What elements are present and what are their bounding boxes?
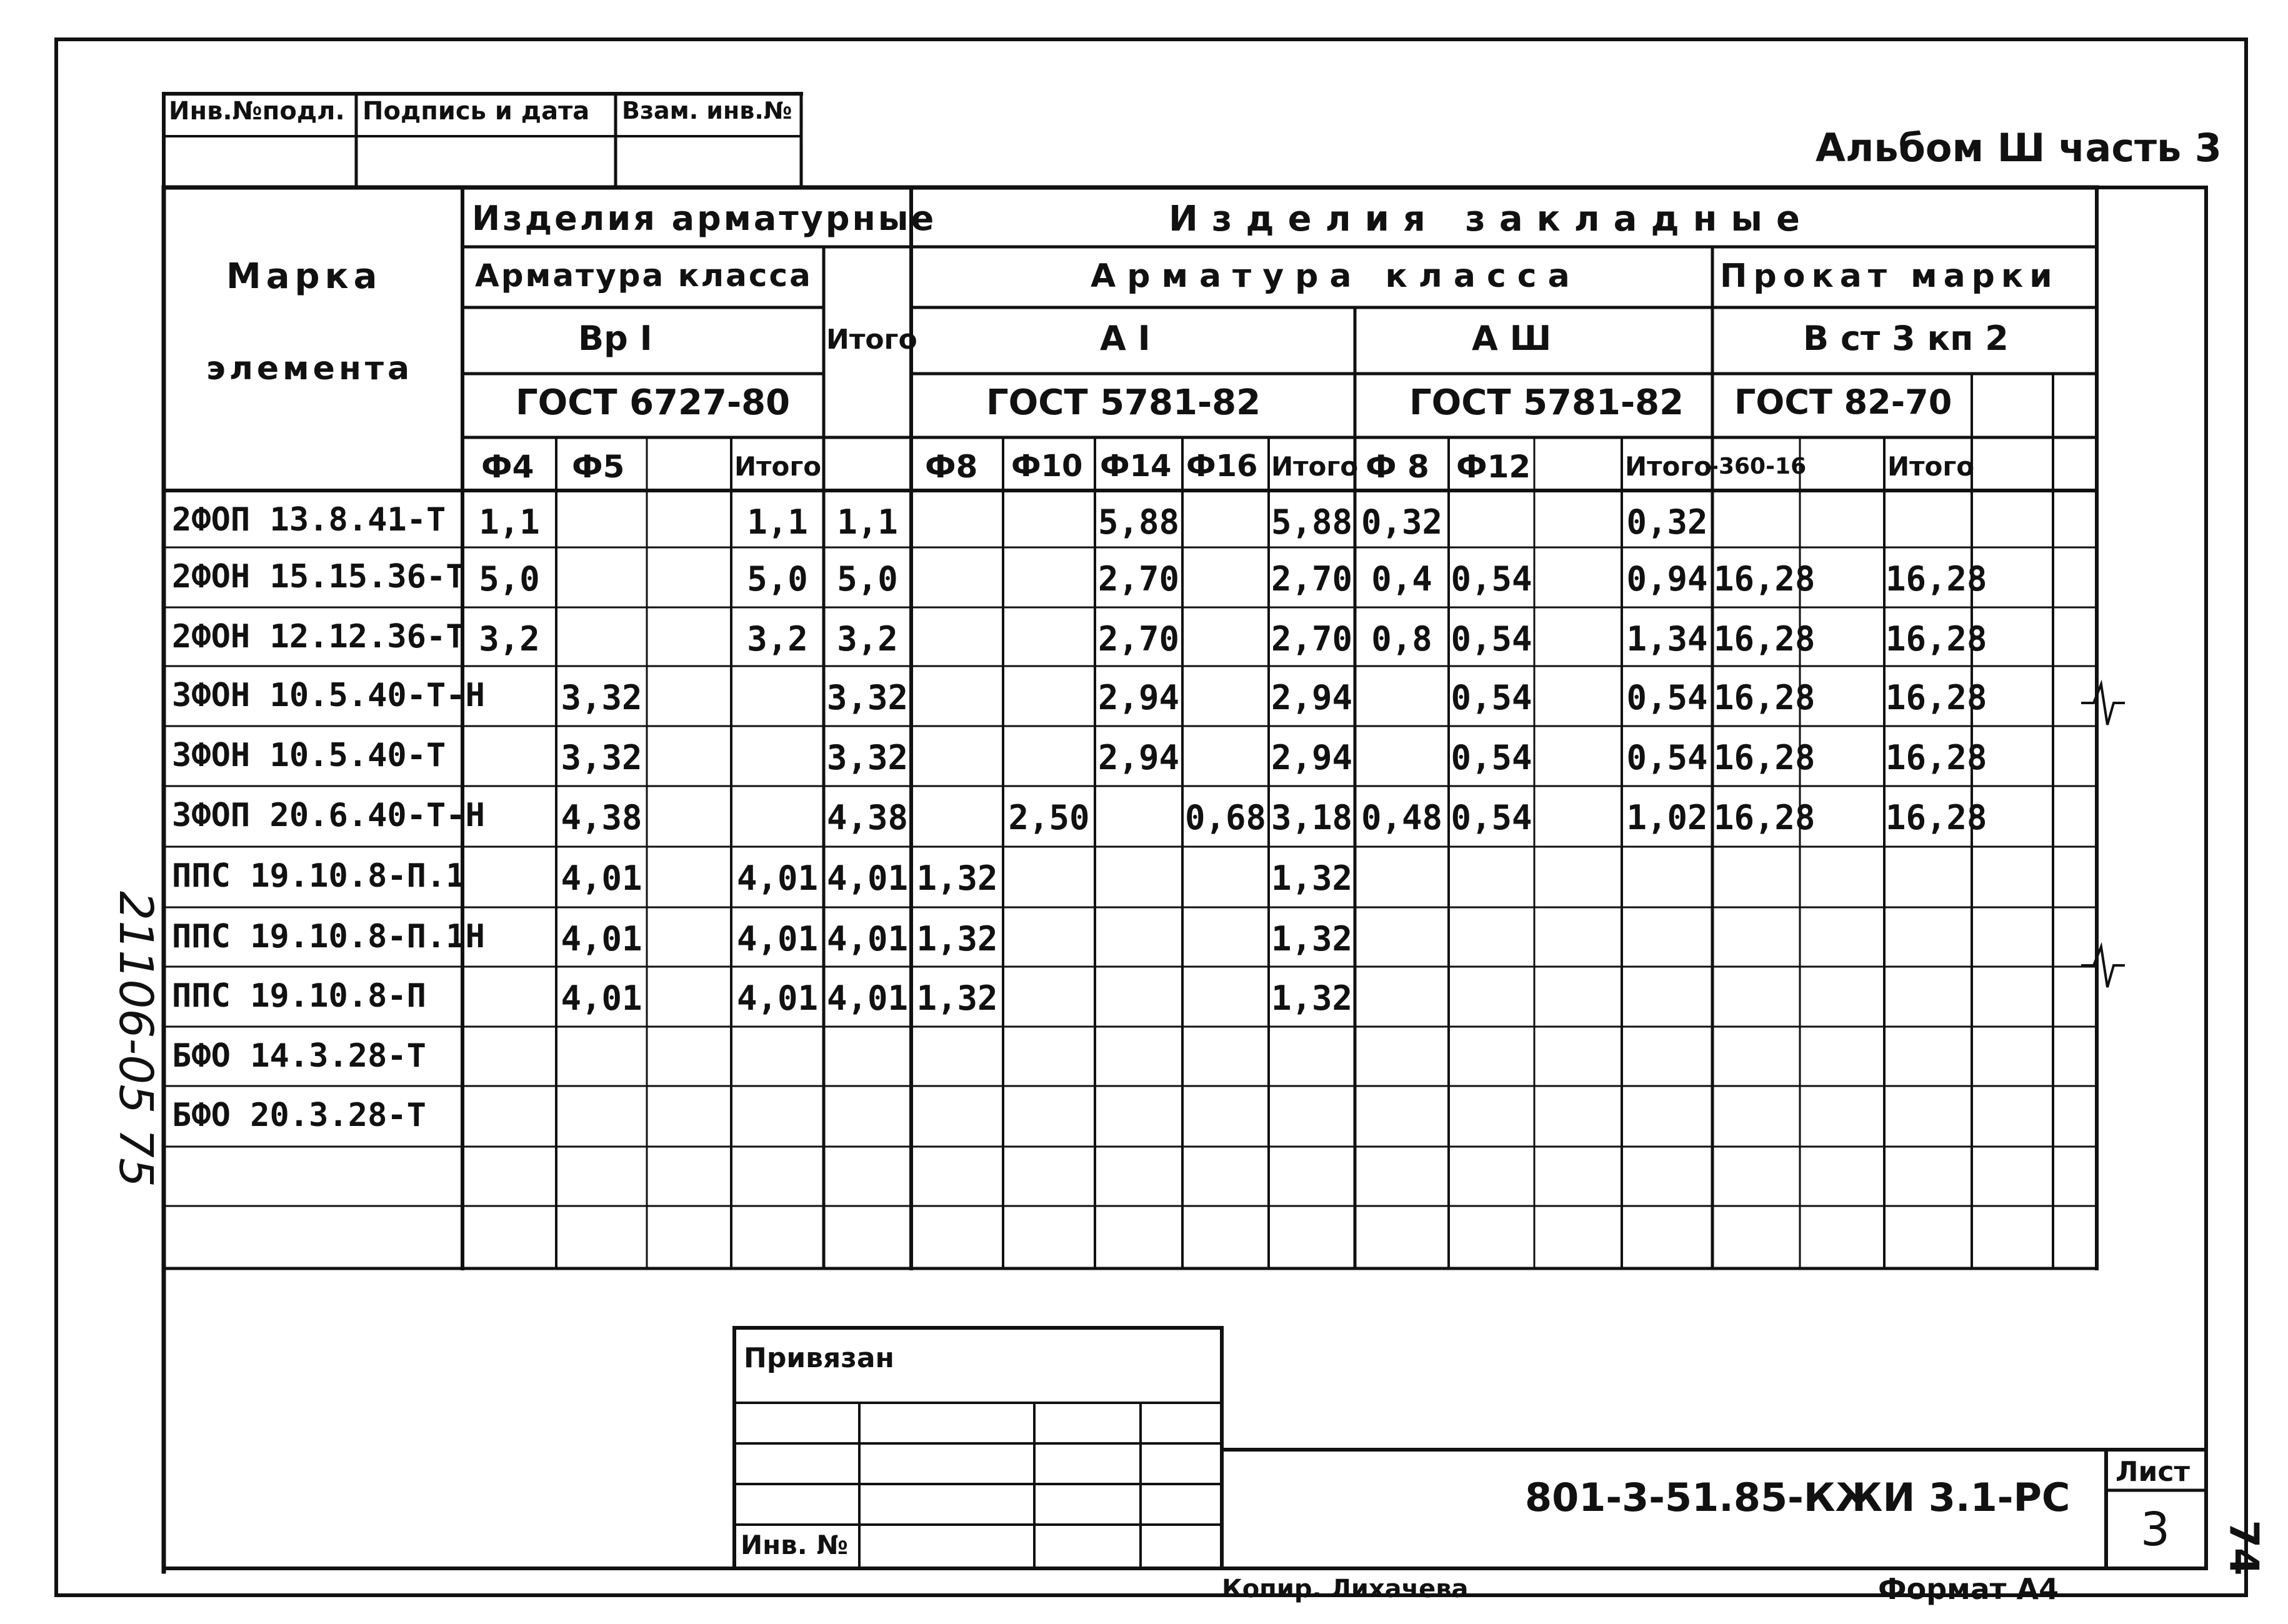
title-inv-no: Инв. № [741,1530,848,1560]
row-mark: 2ФОП 13.8.41-Т [172,501,446,539]
cell-bp-itogo: 3,2 [747,619,808,659]
header-mark-line2: элемента [206,350,414,387]
cell-a1-14: 2,94 [1097,678,1180,717]
sub-a1-d10: Ф10 [1011,449,1083,484]
cell-a1-14: 2,70 [1097,559,1180,599]
row-mark: БФО 14.3.28-Т [172,1037,426,1075]
cell-a1-itogo: 1,32 [1271,979,1353,1018]
cell-a1-8: 1,32 [916,919,998,959]
cell-bp-itogo: 4,01 [736,979,819,1018]
header-armature-class-embedded: Арматура класса [1091,257,1581,295]
cell-total: 3,32 [826,738,909,777]
sheet-label: Лист [2116,1456,2190,1488]
header-gost-6727: ГОСТ 6727-80 [516,382,791,423]
cell-pr: 16,28 [1714,738,1816,777]
row-mark: 2ФОН 12.12.36-Т [172,618,466,655]
cell-a3-8: 0,32 [1361,502,1443,542]
cell-total: 5,0 [837,559,898,599]
sub-a3-d12: Ф12 [1456,449,1531,485]
cell-pr: 16,28 [1714,798,1816,837]
sub-a3-itogo: Итого [1625,451,1712,482]
cell-a1-14: 2,70 [1097,619,1180,659]
sub-a3-d8: Ф 8 [1366,449,1429,485]
cell-total: 4,01 [826,859,909,898]
format-label: Формат А4 [1878,1572,2059,1606]
cell-a3-itogo: 0,94 [1626,559,1708,599]
sub-bp-itogo: Итого [734,451,822,482]
cell-a1-itogo: 1,32 [1271,919,1353,959]
header-gost-82: ГОСТ 82-70 [1734,382,1952,422]
cell-total: 3,2 [837,619,898,659]
cell-a1-itogo: 3,18 [1271,798,1353,837]
cell-total: 3,32 [826,678,909,717]
cell-total: 4,38 [826,798,909,837]
cell-a3-itogo: 0,54 [1626,678,1708,717]
cell-a3-8: 0,4 [1371,559,1432,599]
sub-a1-d16: Ф16 [1186,449,1258,484]
sub-a1-itogo: Итого [1271,451,1359,482]
header-mark-line1: Марка [226,256,382,297]
cell-pr-itogo: 16,28 [1886,559,1987,599]
sub-pr-itogo: Итого [1887,451,1975,482]
cell-a3-12: 0,54 [1451,559,1532,599]
row-mark: 3ФОН 10.5.40-Т [172,737,446,774]
sub-bp-d5: Ф5 [572,449,625,485]
cell-pr: 16,28 [1714,678,1816,717]
header-armature-class: Арматура класса [475,257,812,294]
row-mark: 2ФОН 15.15.36-Т [172,558,466,595]
cell-d5: 3,32 [561,678,642,717]
corner-number: 74 [2220,1520,2267,1576]
cell-pr: 16,28 [1714,559,1816,599]
cell-pr-itogo: 16,28 [1886,738,1987,777]
sub-bp-d4: Ф4 [481,449,534,485]
copied-by: Копир. Лихачева [1222,1575,1469,1603]
header-class-a1: А I [1100,319,1151,358]
header-armature-products: Изделия арматурные [472,199,937,238]
header-steel-brand: В ст 3 кп 2 [1803,319,2009,358]
cell-pr: 16,28 [1714,619,1816,659]
cell-d5: 4,01 [561,979,642,1018]
cell-total: 4,01 [826,919,909,959]
row-mark: 3ФОП 20.6.40-Т-Н [172,797,485,834]
sub-a1-d14: Ф14 [1100,449,1172,484]
header-class-bp1: Вр I [578,319,652,358]
cell-a1-14: 2,94 [1097,738,1180,777]
stamp-inv-podl: Инв.№подл. [169,97,345,126]
cell-a1-14: 5,88 [1097,502,1180,542]
title-privyazan: Привязан [744,1342,894,1374]
row-mark: 3ФОН 10.5.40-Т-Н [172,677,485,714]
cell-a3-itogo: 0,32 [1626,502,1708,542]
cell-a3-itogo: 1,34 [1626,619,1708,659]
cell-a3-12: 0,54 [1451,738,1532,777]
cell-a1-itogo: 2,70 [1271,619,1353,659]
header-gost-5781-b: ГОСТ 5781-82 [1409,382,1684,423]
cell-a3-itogo: 0,54 [1626,738,1708,777]
stamp-vzam-inv: Взам. инв.№ [622,97,792,124]
document-code: 801-3-51.85-КЖИ 3.1-РС [1525,1475,2071,1520]
row-mark: ППС 19.10.8-П.1 [172,857,466,895]
cell-d4: 1,1 [479,502,540,542]
cell-pr-itogo: 16,28 [1886,678,1987,717]
sub-a1-d8: Ф8 [925,449,978,485]
cell-pr-itogo: 16,28 [1886,619,1987,659]
cell-d5: 3,32 [561,738,642,777]
header-gost-5781-a: ГОСТ 5781-82 [986,382,1261,423]
cell-a3-12: 0,54 [1451,798,1532,837]
cell-a3-12: 0,54 [1451,678,1532,717]
cell-d4: 3,2 [479,619,540,659]
cell-a1-itogo: 2,94 [1271,738,1353,777]
cell-a1-itogo: 2,94 [1271,678,1353,717]
cell-a1-8: 1,32 [916,859,998,898]
album-label: Альбом Ш часть 3 [1816,125,2222,171]
cell-pr-itogo: 16,28 [1886,798,1987,837]
cell-d5: 4,38 [561,798,642,837]
cell-a3-itogo: 1,02 [1626,798,1708,837]
cell-a1-10: 2,50 [1008,798,1090,837]
cell-total: 1,1 [837,502,898,542]
cell-a3-12: 0,54 [1451,619,1532,659]
row-mark: ППС 19.10.8-П [172,977,426,1015]
cell-a1-16: 0,68 [1184,798,1267,837]
sub-pr-size: -360-16 [1709,454,1807,479]
cell-a1-8: 1,32 [916,979,998,1018]
cell-total: 4,01 [826,979,909,1018]
cell-d5: 4,01 [561,859,642,898]
header-embedded-products: Изделия закладные [1169,199,1814,239]
header-itogo-left: Итого [826,324,917,356]
stamp-signature-date: Подпись и дата [362,97,590,126]
cell-a3-8: 0,48 [1361,798,1443,837]
cell-bp-itogo: 4,01 [736,859,819,898]
cell-d5: 4,01 [561,919,642,959]
cell-d4: 5,0 [479,559,540,599]
sheet-number: 3 [2141,1503,2171,1557]
header-class-a3: А Ш [1472,319,1552,358]
cell-a1-itogo: 2,70 [1271,559,1353,599]
cell-a3-8: 0,8 [1371,619,1432,659]
cell-a1-itogo: 1,32 [1271,859,1353,898]
header-rolled-brand: Прокат марки [1720,257,2059,295]
row-mark: ППС 19.10.8-П.1Н [172,918,485,955]
cell-a1-itogo: 5,88 [1271,502,1353,542]
row-mark: БФО 20.3.28-Т [172,1097,426,1134]
cell-bp-itogo: 4,01 [736,919,819,959]
cell-bp-itogo: 5,0 [747,559,808,599]
cell-bp-itogo: 1,1 [747,502,808,542]
side-number: 21106-05 75 [108,891,162,1187]
